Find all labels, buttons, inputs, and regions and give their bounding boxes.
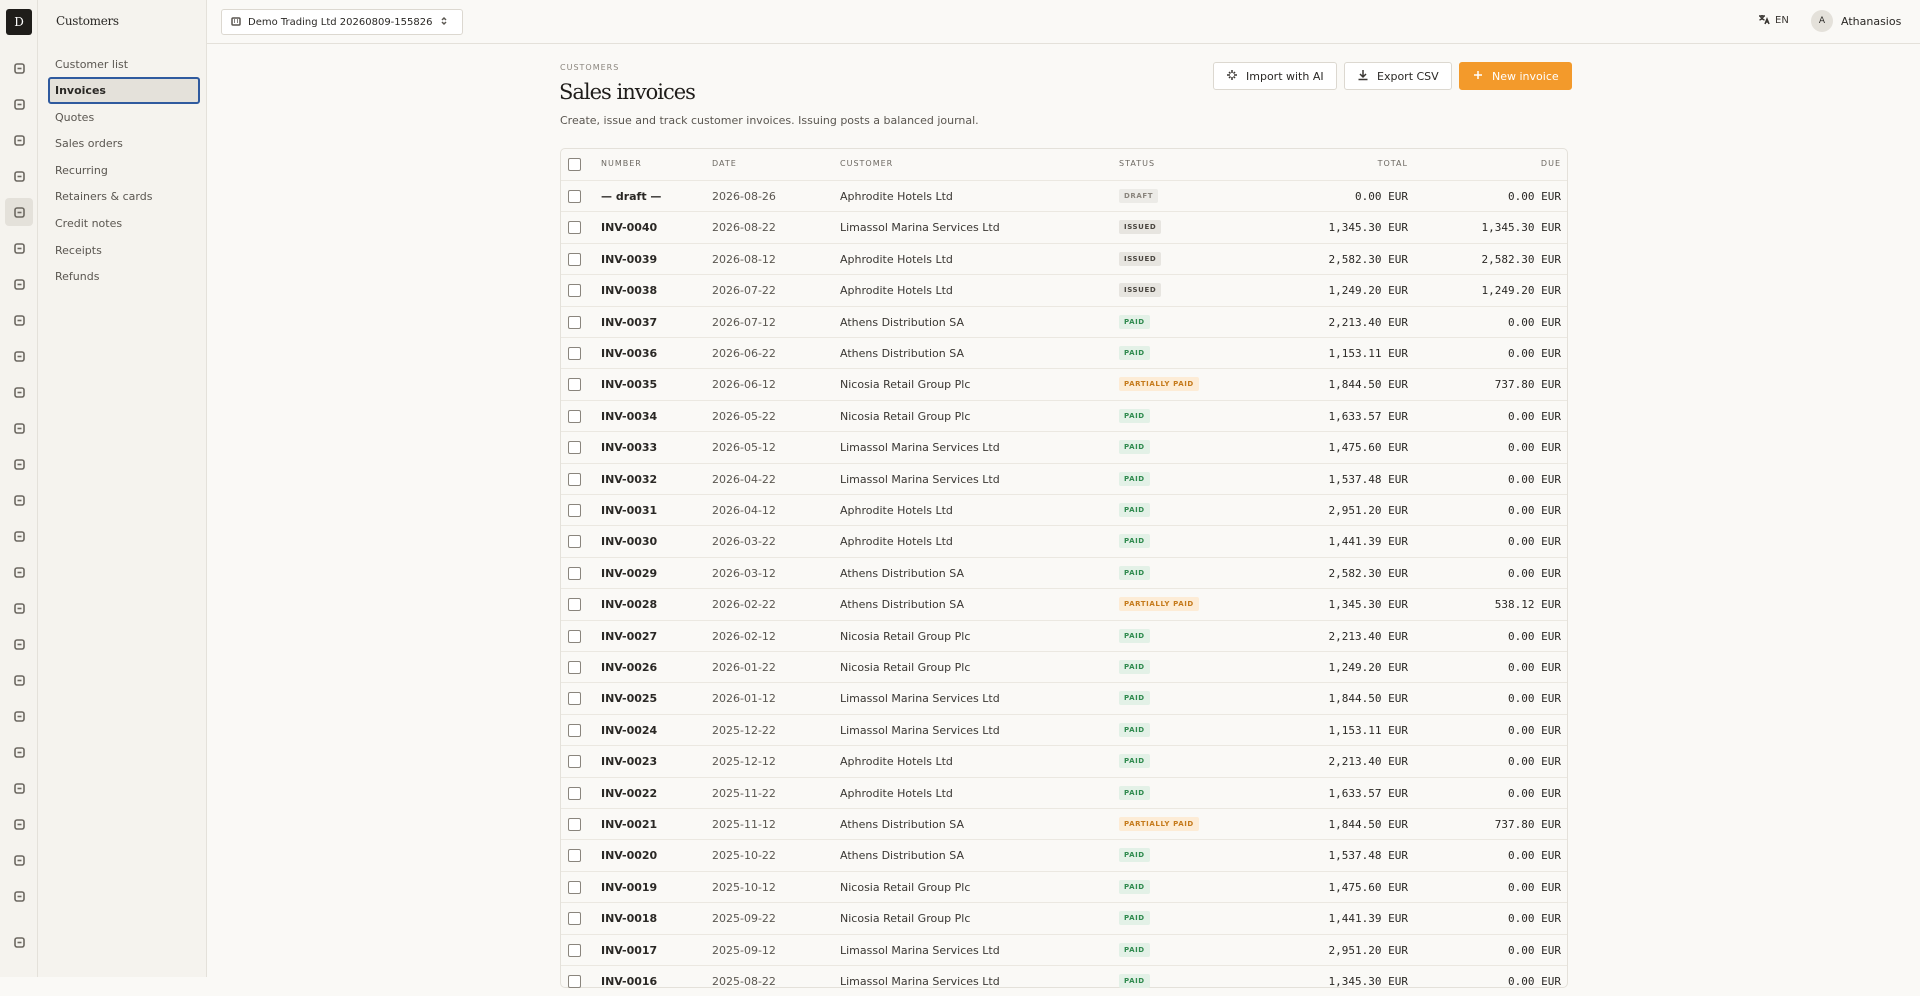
invoice-number[interactable]: INV-0040	[601, 221, 658, 235]
row-checkbox[interactable]	[568, 253, 581, 266]
building-icon	[230, 15, 242, 30]
row-checkbox[interactable]	[568, 630, 581, 643]
status-badge: PAID	[1119, 691, 1150, 705]
invoice-date: 2025-12-12	[712, 755, 776, 769]
invoice-date: 2025-09-12	[712, 943, 776, 957]
invoice-customer: Athens Distribution SA	[840, 849, 964, 863]
invoice-customer: Nicosia Retail Group Plc	[840, 378, 971, 392]
invoice-number[interactable]: INV-0029	[601, 566, 658, 580]
invoice-number[interactable]: INV-0026	[601, 661, 658, 674]
plus-icon	[1472, 69, 1484, 84]
import-with-ai-button[interactable]	[1213, 62, 1337, 90]
invoice-total: 1,345.30 EUR	[1328, 975, 1408, 988]
status-badge: PAID	[1119, 346, 1150, 360]
invoice-number[interactable]: INV-0037	[601, 315, 658, 329]
invoice-total: 2,951.20 EUR	[1328, 504, 1408, 517]
invoice-customer: Athens Distribution SA	[840, 315, 964, 329]
table-row[interactable]	[561, 525, 1567, 556]
invoice-due: 0.00 EUR	[1508, 880, 1561, 894]
invoice-customer: Athens Distribution SA	[840, 818, 964, 831]
invoices-table	[560, 148, 1568, 988]
invoice-customer: Athens Distribution SA	[840, 598, 964, 612]
invoice-due: 0.00 EUR	[1508, 943, 1561, 957]
table-row[interactable]	[561, 620, 1567, 651]
invoice-customer: Limassol Marina Services Ltd	[840, 943, 1000, 957]
invoice-customer: Nicosia Retail Group Plc	[840, 661, 971, 674]
invoice-date: 2026-04-22	[712, 472, 776, 486]
table-row[interactable]	[561, 714, 1567, 745]
company-switcher[interactable]	[221, 9, 463, 35]
sparkle-icon[interactable]	[5, 594, 33, 622]
table-row[interactable]	[561, 431, 1567, 462]
invoice-date: 2026-02-12	[712, 629, 776, 643]
link-icon[interactable]	[5, 522, 33, 550]
customers-icon[interactable]	[5, 198, 33, 226]
invoice-number[interactable]: INV-0017	[601, 943, 658, 957]
invoice-due: 737.80 EUR	[1494, 818, 1561, 831]
invoice-total: 1,475.60 EUR	[1328, 441, 1408, 455]
invoice-total: 2,582.30 EUR	[1328, 566, 1408, 580]
invoice-total: 2,213.40 EUR	[1328, 629, 1408, 643]
invoice-due: 0.00 EUR	[1508, 912, 1561, 926]
row-checkbox[interactable]	[568, 944, 581, 957]
invoice-total: 2,951.20 EUR	[1328, 943, 1408, 957]
invoice-due: 0.00 EUR	[1508, 535, 1561, 549]
sidebar-item-refunds[interactable]: Refunds	[55, 270, 100, 283]
status-badge: PAID	[1119, 472, 1150, 486]
invoice-date: 2026-02-22	[712, 598, 776, 612]
camera-icon[interactable]	[5, 162, 33, 190]
wallet-icon[interactable]	[5, 378, 33, 406]
invoice-date: 2026-05-12	[712, 441, 776, 455]
chevron-updown-icon	[438, 15, 450, 30]
column-total[interactable]: TOTAL	[1377, 159, 1408, 168]
table-row[interactable]	[561, 463, 1567, 494]
status-badge: PARTIALLY PAID	[1119, 377, 1199, 391]
row-checkbox[interactable]	[568, 881, 581, 894]
sidebar-item-retainers-cards[interactable]: Retainers & cards	[55, 190, 153, 203]
invoice-customer: Aphrodite Hotels Ltd	[840, 755, 953, 769]
status-badge: PAID	[1119, 786, 1150, 800]
sidebar-section-title: Customers	[56, 14, 119, 28]
invoice-due: 0.00 EUR	[1508, 661, 1561, 674]
invoice-due: 1,249.20 EUR	[1481, 284, 1561, 298]
select-all-checkbox[interactable]	[568, 158, 581, 171]
invoice-date: 2025-12-22	[712, 723, 776, 737]
table-row[interactable]	[561, 494, 1567, 525]
status-badge: PAID	[1119, 754, 1150, 768]
status-badge: PAID	[1119, 503, 1150, 517]
invoice-customer: Nicosia Retail Group Plc	[840, 409, 971, 423]
new-invoice-label: New invoice	[1492, 69, 1559, 83]
status-badge: PAID	[1119, 660, 1150, 674]
invoice-date: 2026-08-22	[712, 221, 776, 235]
invoice-date: 2026-08-12	[712, 252, 776, 266]
invoice-total: 1,537.48 EUR	[1328, 849, 1408, 863]
invoice-customer: Limassol Marina Services Ltd	[840, 723, 1000, 737]
invoice-date: 2026-08-26	[712, 190, 776, 203]
invoice-date: 2025-10-22	[712, 849, 776, 863]
export-label: Export CSV	[1377, 69, 1439, 83]
user-menu[interactable]	[1811, 10, 1901, 32]
invoice-due: 0.00 EUR	[1508, 347, 1561, 360]
table-row[interactable]	[561, 777, 1567, 808]
invoice-date: 2026-07-22	[712, 284, 776, 298]
ai-icon[interactable]	[5, 810, 33, 838]
translate-icon	[1758, 13, 1770, 28]
status-badge: PARTIALLY PAID	[1119, 597, 1199, 611]
status-badge: ISSUED	[1119, 283, 1161, 297]
app-logo[interactable]: D	[6, 9, 32, 35]
table-row[interactable]	[561, 400, 1567, 431]
row-checkbox[interactable]	[568, 190, 581, 203]
invoice-due: 0.00 EUR	[1508, 755, 1561, 769]
row-checkbox[interactable]	[568, 755, 581, 768]
invoice-total: 1,249.20 EUR	[1328, 284, 1408, 298]
language-switcher[interactable]	[1758, 13, 1789, 28]
invoice-number[interactable]: INV-0031	[601, 504, 658, 517]
invoice-customer: Aphrodite Hotels Ltd	[840, 252, 953, 266]
invoice-date: 2026-05-22	[712, 409, 776, 423]
column-due[interactable]: DUE	[1540, 159, 1561, 168]
pen-icon[interactable]	[5, 702, 33, 730]
chart-icon[interactable]	[5, 558, 33, 586]
invoice-icon[interactable]	[5, 234, 33, 262]
status-badge: PAID	[1119, 880, 1150, 894]
invoice-date: 2026-03-12	[712, 566, 776, 580]
sidebar-item-recurring[interactable]: Recurring	[55, 164, 108, 177]
row-checkbox[interactable]	[568, 316, 581, 329]
user-name: Athanasios	[1841, 14, 1902, 28]
invoice-total: 1,633.57 EUR	[1328, 409, 1408, 423]
invoice-number[interactable]: INV-0038	[601, 284, 658, 298]
status-badge: DRAFT	[1119, 189, 1158, 203]
table-row[interactable]	[561, 211, 1567, 242]
status-badge: PAID	[1119, 409, 1150, 423]
row-checkbox[interactable]	[568, 598, 581, 611]
invoice-customer: Aphrodite Hotels Ltd	[840, 786, 953, 800]
invoice-customer: Limassol Marina Services Ltd	[840, 441, 1000, 455]
invoice-due: 0.00 EUR	[1508, 315, 1561, 329]
table-row[interactable]	[561, 243, 1567, 274]
table-row[interactable]	[561, 180, 1567, 211]
status-badge: PAID	[1119, 629, 1150, 643]
column-number[interactable]: NUMBER	[601, 159, 642, 168]
new-invoice-button[interactable]	[1459, 62, 1572, 90]
row-checkbox[interactable]	[568, 410, 581, 423]
folder-icon[interactable]	[5, 450, 33, 478]
row-checkbox[interactable]	[568, 818, 581, 831]
settings-icon[interactable]	[5, 882, 33, 910]
shield-icon[interactable]	[5, 630, 33, 658]
icon-rail	[0, 0, 38, 977]
row-checkbox[interactable]	[568, 692, 581, 705]
table-row[interactable]	[561, 274, 1567, 305]
invoice-customer: Limassol Marina Services Ltd	[840, 975, 1000, 988]
status-badge: PAID	[1119, 911, 1150, 925]
invoice-number[interactable]: INV-0022	[601, 786, 658, 800]
invoice-date: 2026-01-22	[712, 661, 776, 674]
invoice-number[interactable]: INV-0024	[601, 723, 658, 737]
invoice-due: 0.00 EUR	[1508, 504, 1561, 517]
invoice-number[interactable]: INV-0025	[601, 692, 658, 706]
invoice-due: 538.12 EUR	[1494, 598, 1561, 612]
table-row[interactable]	[561, 368, 1567, 399]
status-badge: PAID	[1119, 974, 1150, 988]
avatar: A	[1811, 10, 1833, 32]
invoice-total: 1,441.39 EUR	[1328, 912, 1408, 926]
invoice-customer: Limassol Marina Services Ltd	[840, 472, 1000, 486]
invoice-total: 1,844.50 EUR	[1328, 818, 1408, 831]
table-row[interactable]	[561, 902, 1567, 933]
status-badge: ISSUED	[1119, 252, 1161, 266]
invoice-total: 2,582.30 EUR	[1328, 252, 1408, 266]
checklist-icon[interactable]	[5, 666, 33, 694]
breadcrumb: CUSTOMERS	[560, 63, 620, 72]
invoice-due: 0.00 EUR	[1508, 975, 1561, 988]
table-row[interactable]	[561, 557, 1567, 588]
invoice-number[interactable]: INV-0027	[601, 629, 658, 643]
invoice-number[interactable]: INV-0021	[601, 818, 658, 831]
status-badge: PAID	[1119, 848, 1150, 862]
import-label: Import with AI	[1246, 69, 1324, 83]
invoice-customer: Athens Distribution SA	[840, 347, 964, 360]
file-icon[interactable]	[5, 414, 33, 442]
page-title: Sales invoices	[559, 80, 695, 104]
clipboard-icon[interactable]	[5, 90, 33, 118]
sidebar-item-invoices[interactable]: Invoices	[48, 77, 200, 104]
invoice-customer: Nicosia Retail Group Plc	[840, 629, 971, 643]
invoice-customer: Aphrodite Hotels Ltd	[840, 190, 953, 203]
sidebar-item-sales-orders[interactable]: Sales orders	[55, 137, 123, 150]
invoice-date: 2025-11-22	[712, 786, 776, 800]
invoice-total: 1,345.30 EUR	[1328, 598, 1408, 612]
invoice-date: 2026-01-12	[712, 692, 776, 706]
invoice-date: 2025-09-22	[712, 912, 776, 926]
row-checkbox[interactable]	[568, 661, 581, 674]
column-date[interactable]: DATE	[712, 159, 737, 168]
calendar-icon[interactable]	[5, 486, 33, 514]
invoice-due: 0.00 EUR	[1508, 786, 1561, 800]
row-checkbox[interactable]	[568, 787, 581, 800]
invoice-customer: Aphrodite Hotels Ltd	[840, 504, 953, 517]
row-checkbox[interactable]	[568, 347, 581, 360]
dashboard-icon[interactable]	[5, 54, 33, 82]
sidebar-item-quotes[interactable]: Quotes	[55, 111, 95, 124]
invoice-number[interactable]: INV-0028	[601, 598, 658, 612]
invoice-customer: Nicosia Retail Group Plc	[840, 912, 971, 926]
invoice-due: 0.00 EUR	[1508, 472, 1561, 486]
row-checkbox[interactable]	[568, 504, 581, 517]
apps-icon[interactable]	[5, 928, 33, 956]
sidebar-item-credit-notes[interactable]: Credit notes	[55, 217, 123, 230]
row-checkbox[interactable]	[568, 849, 581, 862]
page-subtitle: Create, issue and track customer invoices. Issuing posts a balanced journal.	[560, 114, 979, 127]
invoice-customer: Limassol Marina Services Ltd	[840, 221, 1000, 235]
book-icon[interactable]	[5, 306, 33, 334]
invoice-number[interactable]: — draft —	[601, 190, 662, 203]
invoice-total: 1,153.11 EUR	[1328, 347, 1408, 360]
row-checkbox[interactable]	[568, 284, 581, 297]
status-badge: PAID	[1119, 566, 1150, 580]
invoice-total: 1,844.50 EUR	[1328, 378, 1408, 392]
invoice-number[interactable]: INV-0033	[601, 441, 658, 455]
table-row[interactable]	[561, 651, 1567, 682]
top-bar	[207, 0, 1920, 44]
invoice-due: 0.00 EUR	[1508, 692, 1561, 706]
invoice-total: 1,475.60 EUR	[1328, 880, 1408, 894]
invoice-total: 1,249.20 EUR	[1328, 661, 1408, 674]
column-status[interactable]: STATUS	[1119, 159, 1156, 168]
invoice-number[interactable]: INV-0035	[601, 378, 658, 392]
invoice-number[interactable]: INV-0030	[601, 535, 658, 549]
company-name: Demo Trading Ltd 20260809-155826	[248, 16, 433, 28]
invoice-number[interactable]: INV-0016	[601, 975, 658, 988]
table-row[interactable]	[561, 934, 1567, 965]
language-code: EN	[1775, 15, 1789, 26]
invoice-date: 2026-03-22	[712, 535, 776, 549]
invoice-due: 0.00 EUR	[1508, 723, 1561, 737]
box-icon[interactable]	[5, 342, 33, 370]
invoice-date: 2025-10-12	[712, 880, 776, 894]
table-row[interactable]	[561, 306, 1567, 337]
invoice-total: 1,153.11 EUR	[1328, 723, 1408, 737]
invoice-customer: Aphrodite Hotels Ltd	[840, 535, 953, 549]
invoice-due: 0.00 EUR	[1508, 629, 1561, 643]
invoice-total: 1,844.50 EUR	[1328, 692, 1408, 706]
invoice-total: 1,537.48 EUR	[1328, 472, 1408, 486]
row-checkbox[interactable]	[568, 473, 581, 486]
row-checkbox[interactable]	[568, 567, 581, 580]
invoice-number[interactable]: INV-0019	[601, 880, 658, 894]
invoice-total: 2,213.40 EUR	[1328, 315, 1408, 329]
sparkle-icon	[1226, 69, 1238, 84]
invoice-due: 0.00 EUR	[1508, 441, 1561, 455]
invoice-number[interactable]: INV-0018	[601, 912, 658, 926]
invoice-date: 2025-08-22	[712, 975, 776, 988]
invoice-total: 0.00 EUR	[1355, 190, 1408, 203]
row-checkbox[interactable]	[568, 724, 581, 737]
shield-check-icon[interactable]	[5, 774, 33, 802]
download-icon	[1357, 69, 1369, 84]
invoice-number[interactable]: INV-0023	[601, 755, 658, 769]
status-badge: PAID	[1119, 943, 1150, 957]
invoice-due: 0.00 EUR	[1508, 849, 1561, 863]
invoice-total: 1,633.57 EUR	[1328, 786, 1408, 800]
invoice-number[interactable]: INV-0032	[601, 472, 658, 486]
status-badge: PAID	[1119, 315, 1150, 329]
invoice-due: 0.00 EUR	[1508, 190, 1561, 203]
invoice-number[interactable]: INV-0020	[601, 849, 658, 863]
customers-sidebar	[38, 0, 207, 977]
status-badge: PAID	[1119, 723, 1150, 737]
sidebar-item-customer-list[interactable]: Customer list	[55, 58, 129, 71]
invoice-customer: Athens Distribution SA	[840, 566, 964, 580]
table-row[interactable]	[561, 965, 1567, 996]
invoice-number[interactable]: INV-0034	[601, 409, 658, 423]
invoice-due: 0.00 EUR	[1508, 409, 1561, 423]
row-checkbox[interactable]	[568, 441, 581, 454]
column-customer[interactable]: CUSTOMER	[840, 159, 894, 168]
invoice-due: 2,582.30 EUR	[1481, 252, 1561, 266]
status-badge: PAID	[1119, 534, 1150, 548]
table-row[interactable]	[561, 337, 1567, 368]
table-header	[561, 149, 1567, 180]
row-checkbox[interactable]	[568, 221, 581, 234]
invoice-date: 2026-06-12	[712, 378, 776, 392]
invoice-customer: Nicosia Retail Group Plc	[840, 880, 971, 894]
invoice-number[interactable]: INV-0036	[601, 347, 658, 360]
bank-icon[interactable]	[5, 270, 33, 298]
invoice-customer: Aphrodite Hotels Ltd	[840, 284, 953, 298]
invoice-due: 0.00 EUR	[1508, 566, 1561, 580]
status-badge: PARTIALLY PAID	[1119, 817, 1199, 831]
mail-icon[interactable]	[5, 738, 33, 766]
invoice-total: 1,345.30 EUR	[1328, 221, 1408, 235]
sidebar-item-receipts[interactable]: Receipts	[55, 244, 102, 257]
invoice-due: 1,345.30 EUR	[1481, 221, 1561, 235]
invoice-customer: Limassol Marina Services Ltd	[840, 692, 1000, 706]
invoice-date: 2026-07-12	[712, 315, 776, 329]
row-checkbox[interactable]	[568, 378, 581, 391]
status-badge: PAID	[1119, 440, 1150, 454]
table-row[interactable]	[561, 588, 1567, 619]
invoice-date: 2025-11-12	[712, 818, 776, 831]
invoice-total: 2,213.40 EUR	[1328, 755, 1408, 769]
invoice-number[interactable]: INV-0039	[601, 252, 658, 266]
export-csv-button[interactable]	[1344, 62, 1452, 90]
table-row[interactable]	[561, 808, 1567, 839]
status-badge: ISSUED	[1119, 220, 1161, 234]
row-checkbox[interactable]	[568, 975, 581, 988]
invoice-date: 2026-06-22	[712, 347, 776, 360]
invoice-date: 2026-04-12	[712, 504, 776, 517]
invoice-due: 737.80 EUR	[1494, 378, 1561, 392]
row-checkbox[interactable]	[568, 912, 581, 925]
table-row[interactable]	[561, 839, 1567, 870]
row-checkbox[interactable]	[568, 535, 581, 548]
table-row[interactable]	[561, 745, 1567, 776]
document-icon[interactable]	[5, 126, 33, 154]
handshake-icon[interactable]	[5, 846, 33, 874]
table-row[interactable]	[561, 682, 1567, 713]
table-row[interactable]	[561, 871, 1567, 902]
invoice-total: 1,441.39 EUR	[1328, 535, 1408, 549]
